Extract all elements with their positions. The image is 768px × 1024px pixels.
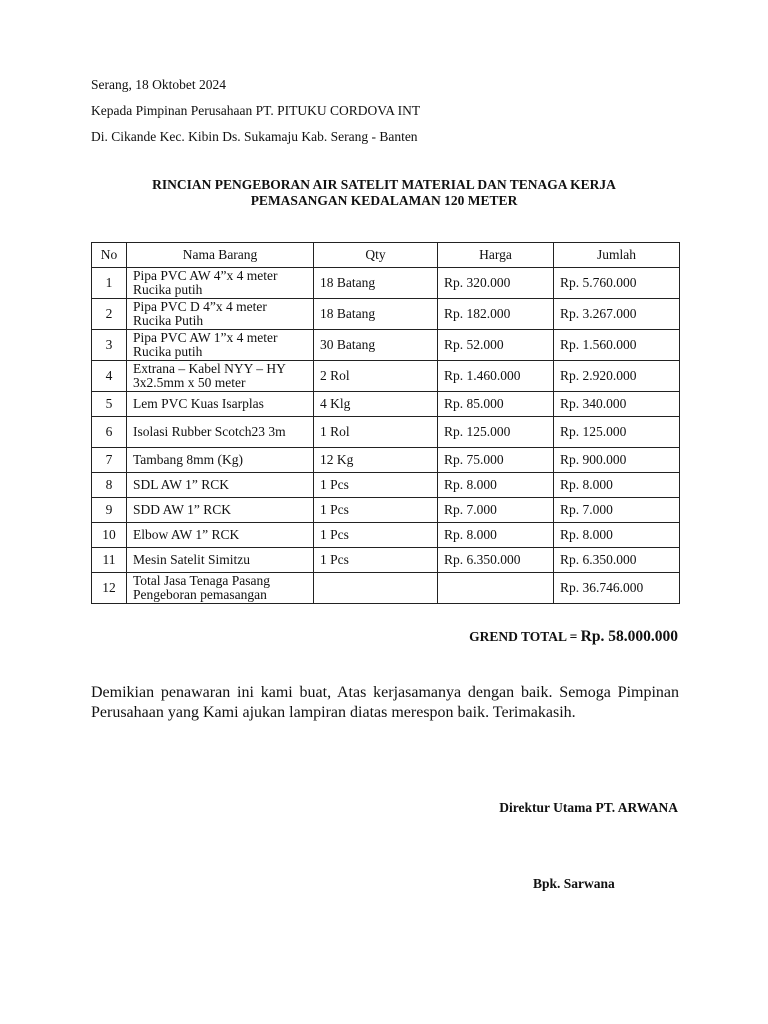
items-table xyxy=(91,242,680,604)
table-row xyxy=(92,268,680,299)
cell-item-name: Extrana – Kabel NYY – HY 3x2.5mm x 50 meter xyxy=(127,361,314,392)
cell-total: Rp. 5.760.000 xyxy=(554,268,680,299)
cell-qty: 1 Pcs xyxy=(314,523,438,548)
document-title-line-1: RINCIAN PENGEBORAN AIR SATELIT MATERIAL DAN TENAGA KERJA xyxy=(152,177,616,192)
cell-item-name: Elbow AW 1” RCK xyxy=(127,523,314,548)
cell-item-name: Lem PVC Kuas Isarplas xyxy=(127,392,314,417)
cell-total: Rp. 3.267.000 xyxy=(554,299,680,330)
signer-title: Direktur Utama PT. ARWANA xyxy=(499,800,678,815)
cell-qty: 4 Klg xyxy=(314,392,438,417)
cell-item-name: Pipa PVC AW 4”x 4 meter Rucika putih xyxy=(127,268,314,299)
cell-total: Rp. 6.350.000 xyxy=(554,548,680,573)
cell-qty: 30 Batang xyxy=(314,330,438,361)
table-header-row xyxy=(92,243,680,268)
table-row xyxy=(92,361,680,392)
cell-item-name: Mesin Satelit Simitzu xyxy=(127,548,314,573)
table-row xyxy=(92,417,680,448)
closing-paragraph: Demikian penawaran ini kami buat, Atas kerjasamanya dengan baik. Semoga Pimpinan Perusahaan yang Kami ajukan lampiran diatas merespon baik. Terimakasih. xyxy=(91,684,679,721)
cell-qty: 18 Batang xyxy=(314,268,438,299)
cell-qty: 1 Pcs xyxy=(314,548,438,573)
cell-price xyxy=(438,573,554,604)
cell-total: Rp. 2.920.000 xyxy=(554,361,680,392)
cell-qty xyxy=(314,573,438,604)
table-row xyxy=(92,473,680,498)
cell-price: Rp. 8.000 xyxy=(438,523,554,548)
cell-no: 1 xyxy=(92,268,127,299)
cell-no: 8 xyxy=(92,473,127,498)
table-row xyxy=(92,299,680,330)
cell-price: Rp. 182.000 xyxy=(438,299,554,330)
column-header-total: Jumlah xyxy=(554,243,680,268)
cell-price: Rp. 125.000 xyxy=(438,417,554,448)
cell-no: 5 xyxy=(92,392,127,417)
cell-no: 2 xyxy=(92,299,127,330)
table-row xyxy=(92,523,680,548)
cell-price: Rp. 75.000 xyxy=(438,448,554,473)
letter-address: Di. Cikande Kec. Kibin Ds. Sukamaju Kab. Serang - Banten xyxy=(91,129,418,144)
cell-total: Rp. 340.000 xyxy=(554,392,680,417)
table-row xyxy=(92,330,680,361)
cell-price: Rp. 7.000 xyxy=(438,498,554,523)
table-row xyxy=(92,548,680,573)
cell-no: 12 xyxy=(92,573,127,604)
column-header-no: No xyxy=(92,243,127,268)
cell-total: Rp. 8.000 xyxy=(554,523,680,548)
cell-item-name: SDD AW 1” RCK xyxy=(127,498,314,523)
table-row xyxy=(92,392,680,417)
cell-item-name: Tambang 8mm (Kg) xyxy=(127,448,314,473)
cell-item-name: Total Jasa Tenaga Pasang Pengeboran pemasangan xyxy=(127,573,314,604)
cell-price: Rp. 6.350.000 xyxy=(438,548,554,573)
grand-total xyxy=(469,628,678,646)
column-header-item-name: Nama Barang xyxy=(127,243,314,268)
cell-qty: 1 Pcs xyxy=(314,498,438,523)
cell-item-name: Isolasi Rubber Scotch23 3m xyxy=(127,417,314,448)
cell-item-name: SDL AW 1” RCK xyxy=(127,473,314,498)
cell-price: Rp. 320.000 xyxy=(438,268,554,299)
cell-price: Rp. 85.000 xyxy=(438,392,554,417)
cell-item-name: Pipa PVC AW 1”x 4 meter Rucika putih xyxy=(127,330,314,361)
cell-no: 11 xyxy=(92,548,127,573)
signer-name: Bpk. Sarwana xyxy=(533,876,615,891)
cell-price: Rp. 52.000 xyxy=(438,330,554,361)
cell-total: Rp. 1.560.000 xyxy=(554,330,680,361)
cell-no: 10 xyxy=(92,523,127,548)
cell-no: 4 xyxy=(92,361,127,392)
letter-recipient: Kepada Pimpinan Perusahaan PT. PITUKU CORDOVA INT xyxy=(91,103,421,118)
cell-total: Rp. 125.000 xyxy=(554,417,680,448)
document-title-line-2: PEMASANGAN KEDALAMAN 120 METER xyxy=(250,193,518,208)
cell-no: 3 xyxy=(92,330,127,361)
items-table-body xyxy=(92,268,680,604)
cell-total: Rp. 7.000 xyxy=(554,498,680,523)
cell-qty: 1 Pcs xyxy=(314,473,438,498)
table-row xyxy=(92,498,680,523)
column-header-price: Harga xyxy=(438,243,554,268)
cell-price: Rp. 8.000 xyxy=(438,473,554,498)
letter-date: Serang, 18 Oktobet 2024 xyxy=(91,77,226,92)
grand-total-label: GREND TOTAL = xyxy=(469,629,581,644)
grand-total-value: Rp. 58.000.000 xyxy=(580,628,678,645)
cell-no: 7 xyxy=(92,448,127,473)
cell-total: Rp. 36.746.000 xyxy=(554,573,680,604)
cell-no: 6 xyxy=(92,417,127,448)
cell-item-name: Pipa PVC D 4”x 4 meter Rucika Putih xyxy=(127,299,314,330)
cell-total: Rp. 8.000 xyxy=(554,473,680,498)
cell-price: Rp. 1.460.000 xyxy=(438,361,554,392)
cell-total: Rp. 900.000 xyxy=(554,448,680,473)
cell-qty: 18 Batang xyxy=(314,299,438,330)
cell-qty: 12 Kg xyxy=(314,448,438,473)
cell-qty: 2 Rol xyxy=(314,361,438,392)
table-row xyxy=(92,573,680,604)
cell-qty: 1 Rol xyxy=(314,417,438,448)
cell-no: 9 xyxy=(92,498,127,523)
table-row xyxy=(92,448,680,473)
column-header-qty: Qty xyxy=(314,243,438,268)
